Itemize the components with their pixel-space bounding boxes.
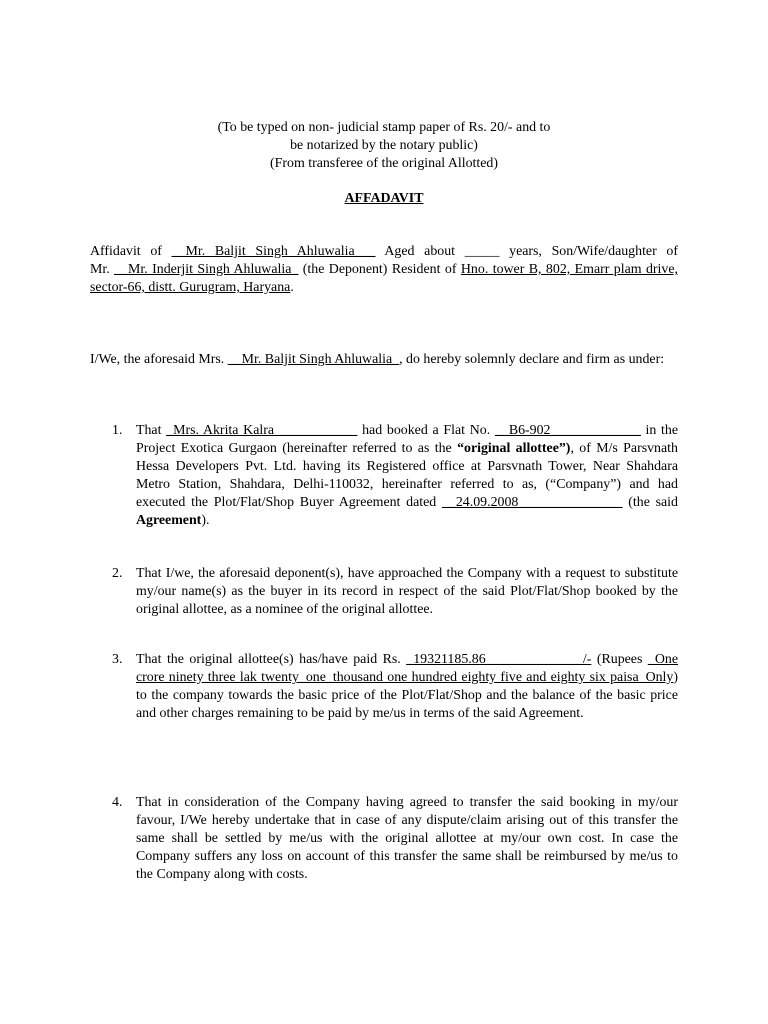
deponent-name: __Mr. Baljit Singh Ahluwalia___: [171, 244, 376, 259]
item-number: 2.: [112, 566, 123, 581]
original-allottee-term: “original allottee”): [457, 441, 571, 456]
agreement-date: __24.09.2008_______________: [441, 495, 623, 510]
stamp-paper-instructions: [0, 119, 768, 173]
booked-flat-text: had booked a Flat No.: [362, 423, 491, 438]
instruction-line-1: (To be typed on non- judicial stamp paper of Rs. 20/- and to: [217, 120, 551, 135]
agreement-term: Agreement: [136, 513, 202, 528]
deponent-resident-text: (the Deponent) Resident of: [302, 262, 457, 277]
mr-label: Mr.: [90, 262, 110, 277]
item-1-text: [136, 422, 678, 530]
declaration-paragraph: [90, 351, 678, 369]
item-2-text: That I/we, the aforesaid deponent(s), have approached the Company with a request to substitute my/our name(s) as the buyer in its record in respect of the said Plot/Flat/Shop booked by the original allottee, as a nominee of the original allottee.: [136, 566, 678, 617]
said-text: (the said: [628, 495, 678, 510]
rupees-label: (Rupees: [596, 652, 643, 667]
paid-suffix: ) to the company towards the basic price of the Plot/Flat/Shop and the balance of the basic price and other charges remaining to be paid by me/us in terms of the said Agreement.: [136, 670, 678, 721]
intro-period: .: [290, 280, 294, 295]
that-label: That: [136, 423, 162, 438]
instruction-line-2: be notarized by the notary public): [290, 138, 478, 153]
intro-paragraph: [90, 243, 678, 297]
declare-prefix: I/We, the aforesaid Mrs.: [90, 352, 225, 367]
document-title: AFFADAVIT: [344, 191, 424, 206]
declarant-name: __Mr. Baljit Singh Ahluwalia_: [227, 352, 400, 367]
company-text: , of M/s Parsvnath Hessa Developers Pvt. Ltd. having its Registered office at Parsvnath Tower, Near Shahdara Metro Station, Shahdara, Delhi-110032, hereinafter referred to as, (“Company”) and had executed the Plot/Flat/Shop Buyer Agreement dated: [136, 441, 678, 510]
affidavit-of-label: Affidavit of: [90, 244, 162, 259]
item-number: 3.: [112, 652, 123, 667]
item-1-close: ).: [201, 513, 210, 528]
deponent-address: Hno. tower B, 802, Emarr plam drive, sector-66, distt. Gurugram, Haryana: [90, 262, 679, 295]
original-allottee-name: _Mrs. Akrita Kalra____________: [166, 423, 358, 438]
declare-suffix: , do hereby solemnly declare and firm as under:: [399, 352, 665, 367]
paid-prefix: That the original allottee(s) has/have paid Rs.: [136, 652, 401, 667]
item-3-text: [136, 651, 678, 723]
item-number: 4.: [112, 795, 123, 810]
flat-number: __B6-902_____________: [494, 423, 641, 438]
father-name: __Mr. Inderjit Singh Ahluwalia_: [114, 262, 299, 277]
item-4-text: That in consideration of the Company having agreed to transfer the said booking in my/our favour, I/We hereby undertake that in case of any dispute/claim arising out of this transfer the same shall be settled by me/us with the original allottee at my/our own cost. In case the Company suffers any loss on account of this transfer the same shall be reimbursed by me/us to the Company along with costs.: [136, 795, 678, 882]
item-number: 1.: [112, 423, 123, 438]
amount-in-words: _One crore ninety three lak twenty_one_thousand one hundred eighty five and eighty six paisa_Only: [136, 652, 678, 685]
aged-about-text: Aged about _____ years, Son/Wife/daughter of: [384, 244, 678, 259]
paid-amount: _19321185.86______________/-: [406, 652, 592, 667]
instruction-line-3: (From transferee of the original Allotted): [270, 156, 498, 171]
project-text: in the Project Exotica Gurgaon (hereinafter referred to as the: [136, 423, 679, 456]
